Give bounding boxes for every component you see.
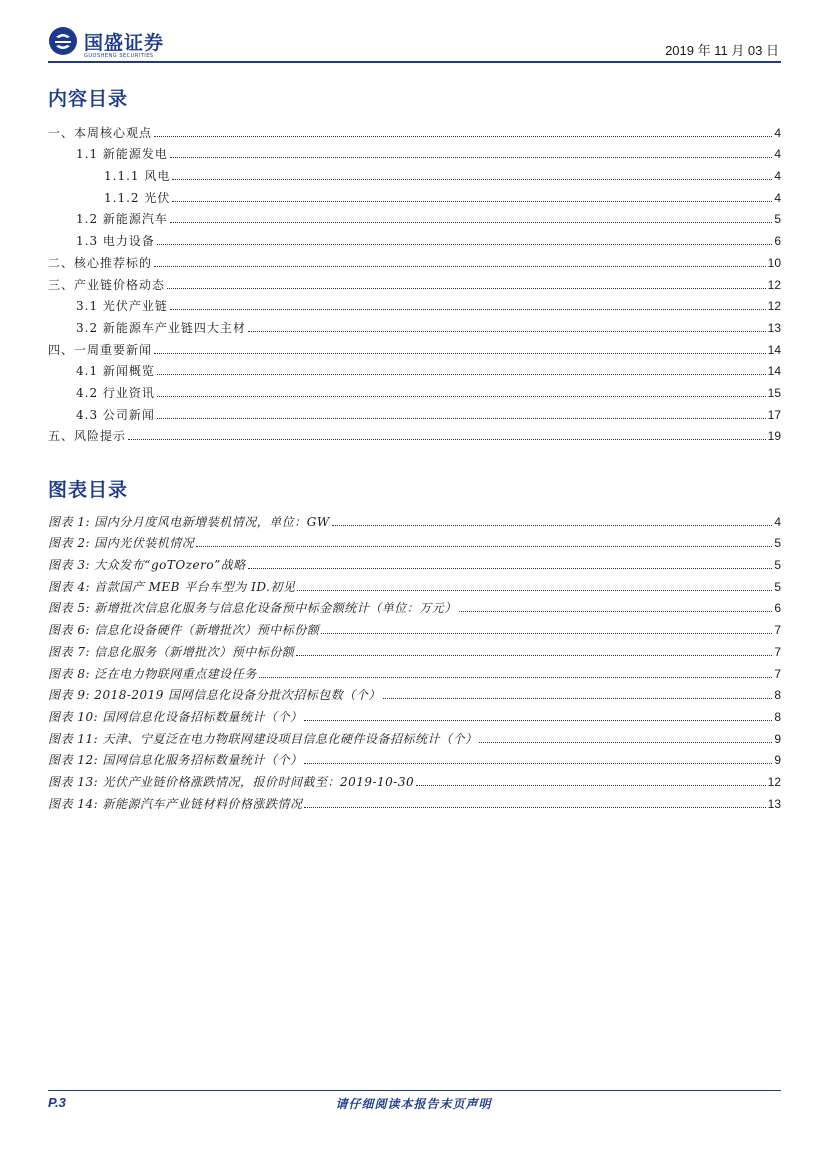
entry-page-number: 14	[767, 364, 781, 379]
entry-label: 图表 12: 国网信息化服务招标数量统计（个）	[48, 753, 303, 768]
footer-divider	[48, 1090, 781, 1091]
dot-leader	[128, 438, 766, 440]
header-divider	[48, 61, 781, 63]
dot-leader	[170, 156, 772, 158]
dot-leader	[321, 632, 772, 634]
dot-leader	[416, 784, 766, 786]
entry-label: 图表 13: 光伏产业链价格涨跌情况，报价时间截至：2019-10-30	[48, 774, 415, 789]
entry-page-number: 5	[774, 536, 781, 551]
entry-page-number: 9	[774, 753, 781, 768]
logo-text: 国盛证券	[84, 32, 165, 54]
figure-entry[interactable]	[48, 746, 781, 768]
entry-label: 图表 6: 信息化设备硬件（新增批次）预中标份额	[48, 623, 320, 638]
entry-label: 3.2 新能源车产业链四大主材	[76, 320, 246, 335]
entry-label: 图表 14: 新能源汽车产业链材料价格涨跌情况	[48, 796, 303, 811]
dot-leader	[459, 610, 773, 612]
entry-label: 图表 2: 国内光伏装机情况	[48, 536, 195, 551]
entry-label: 1.1.1 风电	[104, 169, 171, 184]
dot-leader	[383, 697, 773, 699]
entry-page-number: 12	[767, 277, 781, 292]
dot-leader	[296, 654, 772, 656]
entry-label: 3.1 光伏产业链	[76, 299, 168, 314]
logo-mark-icon	[48, 26, 78, 56]
figure-entry[interactable]	[48, 572, 781, 594]
entry-label: 4.3 公司新闻	[76, 407, 155, 422]
dot-leader	[154, 265, 766, 267]
toc-entry[interactable]	[48, 161, 781, 183]
entry-label: 1.3 电力设备	[76, 234, 155, 249]
entry-label: 图表 9: 2018-2019 国网信息化设备分批次招标包数（个）	[48, 688, 381, 703]
figure-entry[interactable]	[48, 724, 781, 746]
figure-entry[interactable]	[48, 529, 781, 551]
dot-leader	[172, 178, 772, 180]
entry-label: 图表 3: 大众发布“goTOzero”战略	[48, 558, 246, 573]
entry-label: 三、产业链价格动态	[48, 277, 166, 292]
figure-entry[interactable]	[48, 507, 781, 529]
entry-page-number: 13	[767, 796, 781, 811]
dot-leader	[297, 589, 772, 591]
dot-leader	[172, 200, 772, 202]
entry-page-number: 4	[774, 190, 781, 205]
dot-leader	[157, 417, 766, 419]
toc-entry[interactable]	[48, 270, 781, 292]
entry-page-number: 6	[774, 601, 781, 616]
entry-label: 4.2 行业资讯	[76, 385, 155, 400]
dot-leader	[157, 395, 766, 397]
entry-page-number: 5	[774, 579, 781, 594]
entry-page-number: 8	[774, 709, 781, 724]
entry-page-number: 9	[774, 731, 781, 746]
figures-list	[48, 507, 781, 811]
entry-page-number: 15	[767, 385, 781, 400]
entry-page-number: 5	[774, 558, 781, 573]
entry-label: 1.2 新能源汽车	[76, 212, 168, 227]
toc-entry[interactable]	[48, 400, 781, 422]
figure-entry[interactable]	[48, 637, 781, 659]
toc-entry[interactable]	[48, 357, 781, 379]
figure-entry[interactable]	[48, 702, 781, 724]
dot-leader	[170, 308, 766, 310]
entry-label: 二、核心推荐标的	[48, 255, 153, 270]
figure-entry[interactable]	[48, 659, 781, 681]
entry-label: 图表 7: 信息化服务（新增批次）预中标份额	[48, 644, 295, 659]
toc-entry[interactable]	[48, 335, 781, 357]
entry-page-number: 14	[767, 342, 781, 357]
entry-label: 图表 11: 天津、宁夏泛在电力物联网建设项目信息化硬件设备招标统计（个）	[48, 731, 478, 746]
toc-entry[interactable]	[48, 313, 781, 335]
toc-entry[interactable]	[48, 183, 781, 205]
entry-label: 1.1 新能源发电	[76, 147, 168, 162]
dot-leader	[304, 762, 772, 764]
entry-page-number: 8	[774, 688, 781, 703]
figure-entry[interactable]	[48, 681, 781, 703]
entry-page-number: 12	[767, 299, 781, 314]
dot-leader	[248, 330, 766, 332]
dot-leader	[154, 352, 766, 354]
report-date: 2019 年 11 月 03 日	[665, 43, 779, 58]
figure-entry[interactable]	[48, 615, 781, 637]
entry-page-number: 13	[767, 320, 781, 335]
entry-page-number: 4	[774, 514, 781, 529]
dot-leader	[248, 567, 773, 569]
figures-title: 图表目录	[48, 479, 129, 501]
entry-page-number: 6	[774, 234, 781, 249]
toc-entry[interactable]	[48, 118, 781, 140]
figure-entry[interactable]	[48, 767, 781, 789]
dot-leader	[157, 243, 772, 245]
toc-entry[interactable]	[48, 248, 781, 270]
dot-leader	[259, 676, 773, 678]
figure-entry[interactable]	[48, 789, 781, 811]
dot-leader	[196, 545, 772, 547]
toc-entry[interactable]	[48, 205, 781, 227]
entry-label: 图表 1: 国内分月度风电新增装机情况，单位：GW	[48, 514, 330, 529]
entry-page-number: 19	[767, 429, 781, 444]
entry-label: 四、一周重要新闻	[48, 342, 153, 357]
contents-list	[48, 118, 781, 443]
dot-leader	[154, 135, 772, 137]
entry-page-number: 7	[774, 666, 781, 681]
toc-entry[interactable]	[48, 226, 781, 248]
entry-page-number: 4	[774, 125, 781, 140]
entry-label: 一、本周核心观点	[48, 125, 153, 140]
entry-page-number: 4	[774, 169, 781, 184]
toc-entry[interactable]	[48, 422, 781, 444]
entry-page-number: 10	[767, 255, 781, 270]
entry-page-number: 12	[767, 774, 781, 789]
entry-label: 1.1.2 光伏	[104, 190, 171, 205]
page-number: P.3	[48, 1095, 66, 1110]
contents-title: 内容目录	[48, 88, 129, 110]
dot-leader	[479, 741, 772, 743]
entry-label: 五、风险提示	[48, 429, 127, 444]
entry-page-number: 7	[774, 623, 781, 638]
dot-leader	[157, 373, 766, 375]
logo-subtext: GUOSHENG SECURITIES	[84, 53, 154, 59]
dot-leader	[304, 719, 772, 721]
entry-page-number: 4	[774, 147, 781, 162]
entry-page-number: 17	[767, 407, 781, 422]
dot-leader	[167, 287, 766, 289]
entry-label: 图表 8: 泛在电力物联网重点建设任务	[48, 666, 257, 681]
page-header	[0, 0, 827, 64]
toc-entry[interactable]	[48, 378, 781, 400]
disclaimer-notice: 请仔细阅读本报告末页声明	[335, 1097, 492, 1111]
entry-label: 图表 10: 国网信息化设备招标数量统计（个）	[48, 709, 303, 724]
entry-label: 图表 4: 首款国产 MEB 平台车型为 ID.初见	[48, 579, 296, 594]
toc-entry[interactable]	[48, 140, 781, 162]
figure-entry[interactable]	[48, 594, 781, 616]
figure-entry[interactable]	[48, 550, 781, 572]
dot-leader	[304, 806, 765, 808]
entry-page-number: 5	[774, 212, 781, 227]
dot-leader	[332, 524, 773, 526]
dot-leader	[170, 221, 772, 223]
entry-label: 4.1 新闻概览	[76, 364, 155, 379]
entry-page-number: 7	[774, 644, 781, 659]
company-logo	[48, 26, 168, 62]
toc-entry[interactable]	[48, 292, 781, 314]
entry-label: 图表 5: 新增批次信息化服务与信息化设备预中标金额统计（单位：万元）	[48, 601, 457, 616]
